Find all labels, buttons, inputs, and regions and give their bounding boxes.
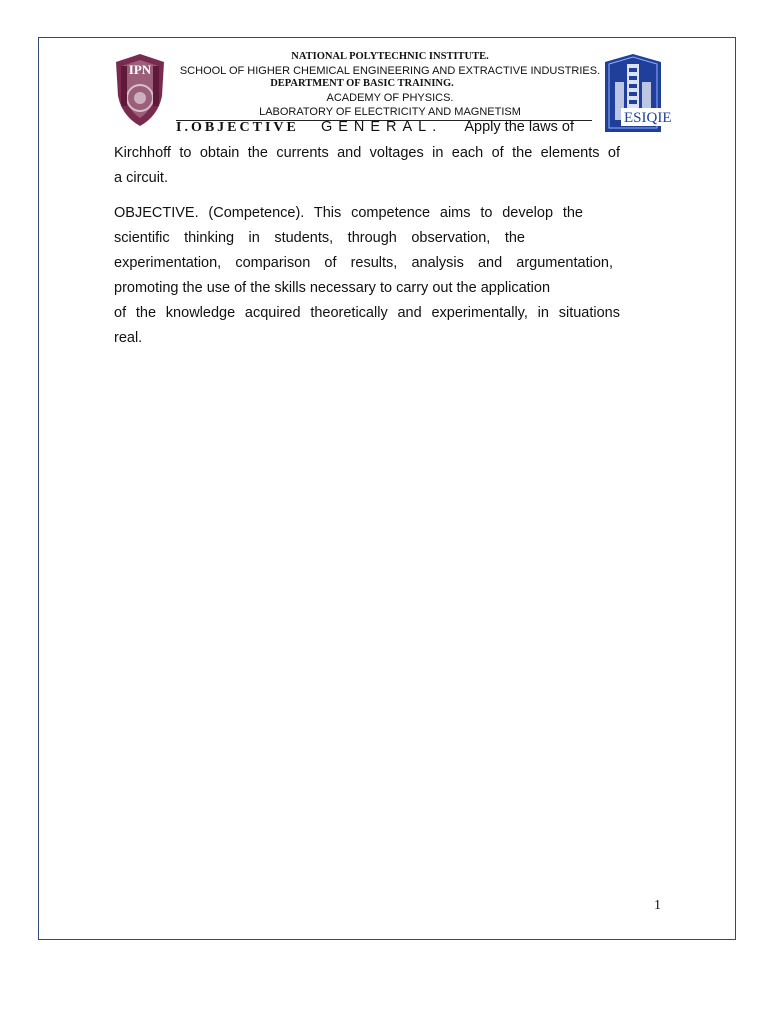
objective-competence-line: experimentation, comparison of results, analysis and argumentation,	[114, 255, 613, 271]
objective-competence-line: scientific thinking in students, through observation, the	[114, 230, 525, 246]
objective-competence-line: OBJECTIVE. (Competence). This competence aims to develop the	[114, 205, 583, 221]
school-title: SCHOOL OF HIGHER CHEMICAL ENGINEERING AND EXTRACTIVE INDUSTRIES.	[179, 65, 601, 77]
esiqie-logo-text: ESIQIE	[624, 110, 672, 126]
objective-general-text-start: Apply the laws of	[464, 119, 574, 135]
objective-general-line: a circuit.	[114, 170, 168, 186]
department-title: DEPARTMENT OF BASIC TRAINING.	[270, 78, 454, 89]
ipn-logo-icon	[112, 52, 168, 128]
ipn-logo-text: IPN	[128, 62, 152, 77]
objective-general-heading	[176, 118, 574, 137]
institute-title: NATIONAL POLYTECHNIC INSTITUTE.	[291, 51, 489, 62]
academy-title: ACADEMY OF PHYSICS.	[326, 92, 454, 104]
objective-competence-line: real.	[114, 330, 143, 346]
laboratory-title: LABORATORY OF ELECTRICITY AND MAGNETISM	[259, 106, 521, 118]
esiqie-logo-icon	[603, 52, 672, 132]
objective-general-word: GENERAL.	[320, 119, 443, 135]
objective-competence-line: of the knowledge acquired theoretically and experimentally, in situations	[114, 305, 620, 321]
page-number: 1	[654, 898, 661, 913]
objective-general-line: Kirchhoff to obtain the currents and voltages in each of the elements of	[114, 145, 620, 161]
objective-competence-line: promoting the use of the skills necessary to carry out the application	[114, 280, 551, 296]
objective-number: I.OBJECTIVE	[176, 120, 299, 135]
